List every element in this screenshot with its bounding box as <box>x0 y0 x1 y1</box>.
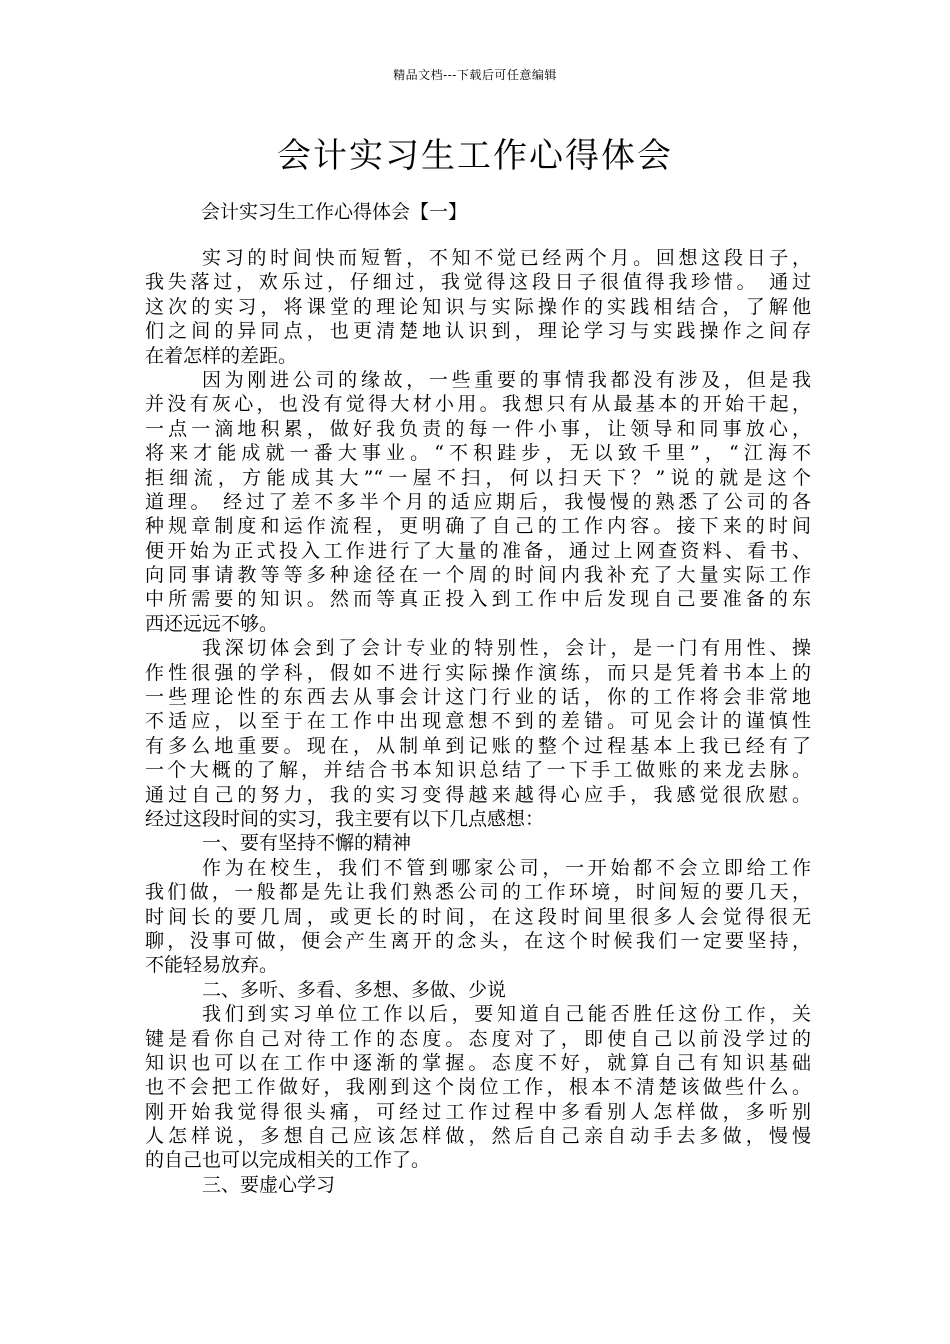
body-text-line: 们之间的异同点，也更清楚地认识到，理论学习与实践操作之间存 <box>145 320 811 343</box>
body-text-line: 一些理论性的东西去从事会计这门行业的话，你的工作将会非常地 <box>145 686 811 709</box>
body-text-line: 经过这段时间的实习，我主要有以下几点感想： <box>145 807 545 830</box>
body-text-line: 知识也可以在工作中逐渐的掌握。态度不好，就算自己有知识基础 <box>145 1051 811 1074</box>
body-text-line: 我们到实习单位工作以后，要知道自己能否胜任这份工作，关 <box>202 1003 811 1026</box>
body-text-line: 聊，没事可做，便会产生离开的念头，在这个时候我们一定要坚持， <box>145 929 811 952</box>
body-text-line: 不能轻易放弃。 <box>145 954 279 977</box>
body-text-line: 键是看你自己对待工作的态度。态度对了，即使自己以前没学过的 <box>145 1027 811 1050</box>
body-text-line: 人怎样说，多想自己应该怎样做，然后自己亲自动手去多做，慢慢 <box>145 1125 811 1148</box>
body-text-line: 实习的时间快而短暂，不知不觉已经两个月。回想这段日子， <box>202 247 811 269</box>
document-title: 会计实习生工作心得体会 <box>277 136 673 176</box>
body-text-line: 种规章制度和运作流程，更明确了自己的工作内容。接下来的时间 <box>145 515 811 538</box>
body-text-line: 这次的实习，将课堂的理论知识与实际操作的实践相结合，了解他 <box>145 295 811 318</box>
body-text-line: 通过自己的努力，我的实习变得越来越得心应手，我感觉很欣慰。 <box>145 783 811 806</box>
body-text-line: 作性很强的学科，假如不进行实际操作演练，而只是凭着书本上的 <box>145 661 811 684</box>
subheading-line: 二、多听、多看、多想、多做、少说 <box>202 978 507 1001</box>
body-text-line: 拒细流，方能成其大”“一屋不扫，何以扫天下？”说的就是这个 <box>145 466 811 489</box>
body-text-line: 时间长的要几周，或更长的时间，在这段时间里很多人会觉得很无 <box>145 905 811 928</box>
header-note: 精品文档---下载后可任意编辑 <box>393 68 557 82</box>
body-text-line: 我们做，一般都是先让我们熟悉公司的工作环境，时间短的要几天， <box>145 881 811 904</box>
body-text-line: 有多么地重要。现在，从制单到记账的整个过程基本上我已经有了 <box>145 734 811 757</box>
body-text-line: 刚开始我觉得很头痛，可经过工作过程中多看别人怎样做，多听别 <box>145 1100 811 1123</box>
body-text-line: 道理。 经过了差不多半个月的适应期后，我慢慢的熟悉了公司的各 <box>145 490 811 513</box>
body-text-line: 的自己也可以完成相关的工作了。 <box>145 1149 431 1172</box>
body-text-line: 作为在校生，我们不管到哪家公司，一开始都不会立即给工作 <box>202 856 811 879</box>
body-text-line: 向同事请教等等多种途径在一个周的时间内我补充了大量实际工作 <box>145 564 811 587</box>
body-text-line: 中所需要的知识。然而等真正投入到工作中后发现自己要准备的东 <box>145 588 811 611</box>
body-text-line: 在着怎样的差距。 <box>145 344 298 367</box>
body-text-line: 因为刚进公司的缘故，一些重要的事情我都没有涉及，但是我 <box>202 368 811 391</box>
body-text-line: 西还远远不够。 <box>145 612 279 635</box>
document-body <box>145 246 811 1197</box>
body-text-line: 便开始为正式投入工作进行了大量的准备，通过上网查资料、看书、 <box>145 539 811 562</box>
body-text-line: 一个大概的了解，并结合书本知识总结了一下手工做账的来龙去脉。 <box>145 759 811 782</box>
subheading-line: 一、要有坚持不懈的精神 <box>202 832 412 855</box>
body-text-line: 也不会把工作做好，我刚到这个岗位工作，根本不清楚该做些什么。 <box>145 1076 811 1099</box>
body-text-line: 我深切体会到了会计专业的特别性，会计，是一门有用性、操 <box>202 637 811 660</box>
body-text-line: 我失落过，欢乐过，仔细过，我觉得这段日子很值得我珍惜。 通过 <box>145 271 811 294</box>
body-text-line: 并没有灰心，也没有觉得大材小用。我想只有从最基本的开始干起， <box>145 393 811 416</box>
subheading-line: 三、要虚心学习 <box>202 1173 336 1196</box>
body-text-line: 一点一滴地积累，做好我负责的每一件小事，让领导和同事放心， <box>145 417 811 440</box>
body-text-line: 将来才能成就一番大事业。“不积跬步，无以致千里”，“江海不 <box>145 442 811 465</box>
body-text-line: 不适应，以至于在工作中出现意想不到的差错。可见会计的谨慎性 <box>145 710 811 733</box>
section-title: 会计实习生工作心得体会【一】 <box>201 201 468 223</box>
